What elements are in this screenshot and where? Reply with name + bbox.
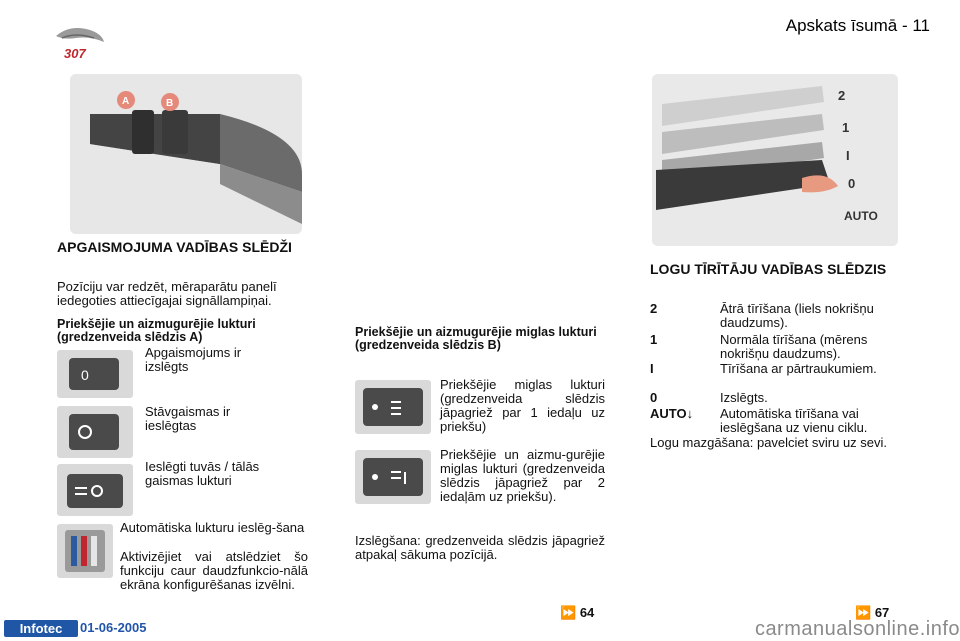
- wiper-label-1: 1: [842, 120, 850, 135]
- lighting-intro: Pozīciju var redzēt, mēraparātu panelī iedegoties attiecīgajai signāllampiņai.: [57, 279, 277, 308]
- switch-off-icon: [57, 350, 133, 398]
- peugeot-307-logo: [50, 22, 110, 62]
- fog-off-note: Izslēgšana: gredzenveida slēdzis jāpagriež atpakaļ sākuma pozīcijā.: [355, 533, 605, 562]
- front-fog-icon: [355, 380, 431, 434]
- wiper-key-1: 1: [650, 332, 658, 347]
- wiper-stalk-image: [652, 74, 898, 246]
- wiper-desc-2: Ātrā tīrīšana (liels nokrišņu daudzums).: [720, 301, 874, 330]
- model-label: 307: [64, 46, 86, 61]
- wiper-label-auto: AUTO: [844, 209, 878, 223]
- auto-lighting-icon: [57, 524, 113, 578]
- auto-lighting-body: Aktivizējiet vai atslēdziet šo funkciju caur daudzfunkcio-nālā ekrāna konfigurēšanas izvēlni.: [120, 549, 308, 592]
- sidelights-text: Stāvgaismas ir ieslēgtas: [145, 404, 231, 433]
- forward-arrows-icon: ⏩: [560, 605, 577, 620]
- ref-page-67-number: 67: [874, 605, 890, 620]
- lighting-subheading: Priekšējie un aizmugurējie lukturi (gredzenveida slēdzis A): [57, 317, 256, 344]
- wiper-position-1: [650, 333, 910, 363]
- headlights-icon: [57, 464, 133, 516]
- sidelights-icon: [57, 406, 133, 458]
- wiper-desc-0: Izslēgts.: [720, 390, 768, 405]
- front-fog-text: Priekšējie miglas lukturi (gredzenveida slēdzis jāpagriež par 1 iedaļu uz priekšu): [440, 377, 605, 434]
- fog-heading: Priekšējie un aizmugurējie miglas lukturi (gredzenveida slēdzis B): [355, 325, 597, 352]
- wiper-desc-i: Tīrīšana ar pārtraukumiem.: [720, 361, 877, 376]
- wiper-label-2: 2: [838, 88, 846, 103]
- wiper-desc-1: Normāla tīrīšana (mērens nokrišņu daudzums).: [720, 332, 868, 361]
- wiper-desc-auto: Automātiska tīrīšana vai ieslēgšana uz vienu ciklu.: [720, 406, 868, 435]
- svg-text:0: 0: [81, 367, 89, 383]
- wiper-key-auto: [650, 407, 693, 421]
- watermark: carmanualsonline.info: [754, 618, 960, 640]
- headlights-text: Ieslēgti tuvās / tālās gaismas lukturi: [145, 459, 260, 488]
- label-b: B: [166, 98, 174, 109]
- switch-off-text: Apgaismojums ir izslēgts: [145, 345, 242, 374]
- wiper-position-0: [650, 391, 910, 407]
- lighting-stalk-image: [70, 74, 302, 234]
- wiper-position-auto: [650, 407, 910, 437]
- wiper-label-0: 0: [848, 176, 856, 191]
- footer-date: 01-06-2005: [80, 620, 147, 635]
- wiper-key-auto-text: AUTO: [650, 406, 687, 421]
- front-rear-fog-icon: [355, 450, 431, 504]
- lighting-heading: APGAISMOJUMA VADĪBAS SLĒDŽI: [57, 239, 292, 255]
- wiper-position-2: [650, 302, 910, 332]
- ref-page-64-number: 64: [579, 605, 595, 620]
- down-arrow-icon: ↓: [686, 406, 694, 421]
- wiper-wash-note: Logu mazgāšana: pavelciet sviru uz sevi.: [650, 435, 888, 450]
- label-a: A: [122, 96, 130, 107]
- ref-page-64[interactable]: [560, 605, 594, 621]
- wiper-heading: LOGU TĪRĪTĀJU VADĪBAS SLĒDZIS: [650, 261, 887, 277]
- page-title: Apskats īsumā - 11: [785, 16, 930, 35]
- wiper-key-2: 2: [650, 301, 658, 316]
- wiper-label-i: I: [846, 148, 850, 163]
- wiper-position-i: [650, 362, 910, 392]
- wiper-key-0: 0: [650, 390, 658, 405]
- auto-lighting-title: Automātiska lukturu ieslēg-šana: [120, 520, 305, 535]
- front-rear-fog-text: Priekšējie un aizmu-gurējie miglas lukturi (gredzenveida slēdzis jāpagriež par 2 iedaļām uz priekšu).: [440, 447, 605, 504]
- forward-arrows-icon: ⏩: [855, 605, 872, 620]
- infotec-badge: Infotec: [4, 620, 78, 637]
- wiper-key-i: I: [650, 361, 654, 376]
